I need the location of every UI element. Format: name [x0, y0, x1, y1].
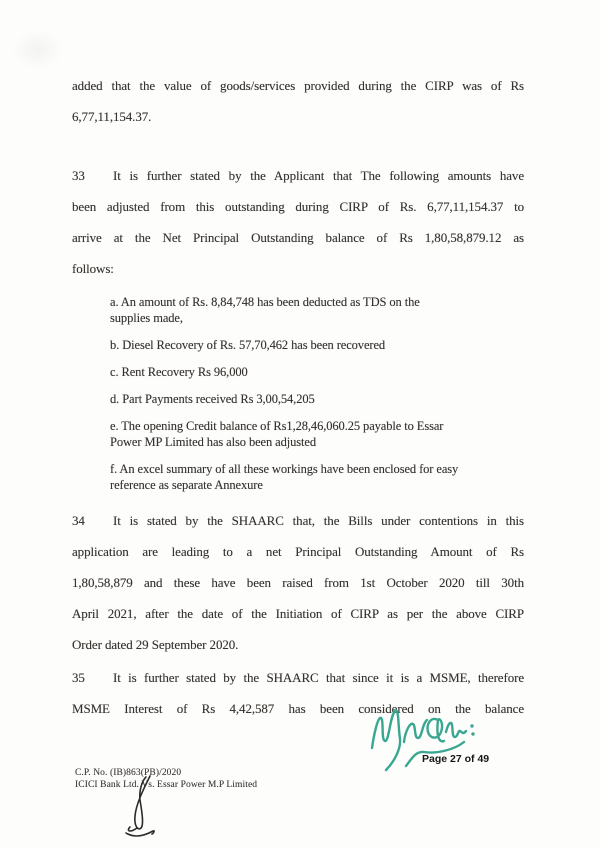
text-line: added that the value of goods/services provided during the CIRP was of Rs: [72, 78, 524, 93]
paragraph-number: 35: [72, 670, 85, 685]
text-span: It is further stated by the Applicant that The following amounts have: [113, 168, 524, 183]
list-item-e: [110, 418, 542, 450]
text-line: [72, 160, 524, 191]
footer-case-number: C.P. No. (IB)863(PB)/2020: [75, 768, 182, 778]
list-item-a: [110, 294, 542, 326]
text-line: reference as separate Annexure: [110, 478, 263, 492]
paragraph-number: 33: [72, 168, 85, 183]
scan-smudge: [12, 30, 64, 70]
text-line: f. An excel summary of all these workings have been enclosed for easy: [110, 462, 459, 476]
text-line: c. Rent Recovery Rs 96,000: [110, 365, 248, 379]
text-line: e. The opening Credit balance of Rs1,28,46,060.25 payable to Essar: [110, 419, 444, 433]
paragraph-34: [72, 505, 524, 660]
text-line: Order dated 29 September 2020.: [72, 637, 239, 652]
text-line: April 2021, after the date of the Initiation of CIRP as per the above CIRP: [72, 606, 524, 621]
text-line: application are leading to a net Principal Outstanding Amount of Rs: [72, 544, 524, 559]
list-item-d: [110, 391, 542, 407]
footer-case-info: [75, 768, 257, 791]
text-span: It is stated by the SHAARC that, the Bills under contentions in this: [113, 513, 524, 528]
paragraph-intro: [72, 70, 524, 132]
text-line: been adjusted from this outstanding during CIRP of Rs. 6,77,11,154.37 to: [72, 199, 524, 214]
text-line: MSME Interest of Rs 4,42,587 has been considered on the balance: [72, 701, 524, 716]
text-line: supplies made,: [110, 311, 183, 325]
text-line: follows:: [72, 261, 114, 276]
text-line: arrive at the Net Principal Outstanding balance of Rs 1,80,58,879.12 as: [72, 230, 524, 245]
text-line: b. Diesel Recovery of Rs. 57,70,462 has been recovered: [110, 338, 386, 352]
text-line: [72, 662, 524, 693]
document-body: [72, 70, 524, 724]
text-line: d. Part Payments received Rs 3,00,54,205: [110, 392, 315, 406]
paragraph-number: 34: [72, 513, 85, 528]
text-line: 1,80,58,879 and these have been raised from 1st October 2020 till 30th: [72, 575, 524, 590]
text-span: It is further stated by the SHAARC that since it is a MSME, therefore: [113, 670, 524, 685]
footer-case-title: ICICI Bank Ltd. Vs. Essar Power M.P Limited: [75, 779, 258, 790]
paragraph-35: [72, 662, 524, 724]
adjustments-list: [110, 294, 542, 493]
text-line: Power MP Limited has also been adjusted: [110, 435, 317, 449]
list-item-b: [110, 337, 542, 353]
list-item-f: [110, 461, 542, 493]
text-line: [72, 505, 524, 536]
text-line: a. An amount of Rs. 8,84,748 has been deducted as TDS on the: [110, 295, 420, 309]
text-line: 6,77,11,154.37.: [72, 109, 152, 124]
list-item-c: [110, 364, 542, 380]
paragraph-33: [72, 160, 524, 284]
page-number-label: Page 27 of 49: [422, 753, 490, 765]
